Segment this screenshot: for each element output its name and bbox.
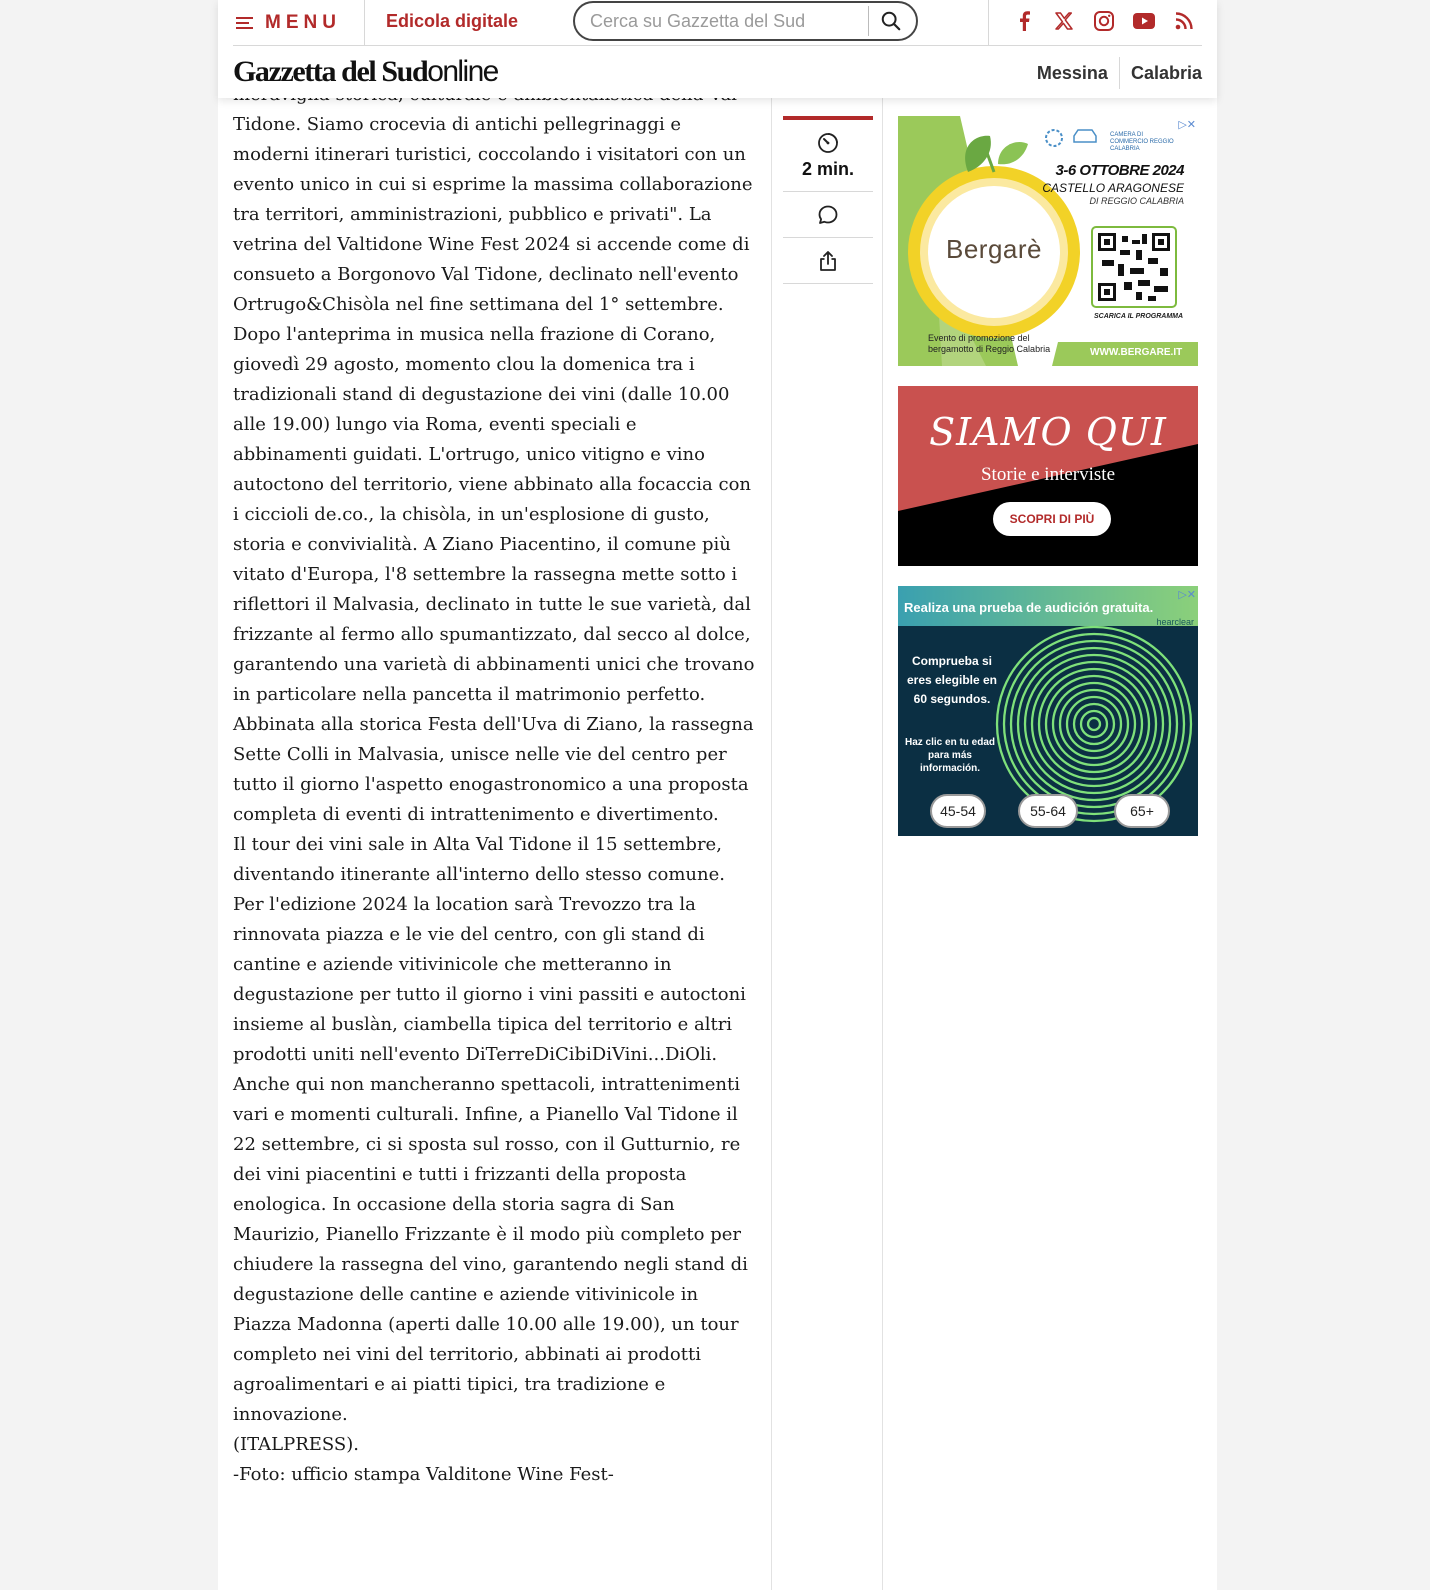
reading-time (783, 120, 873, 192)
comments-button[interactable] (783, 192, 873, 238)
menu-button[interactable] (233, 10, 341, 36)
ad-bergare[interactable] (898, 116, 1198, 366)
ad-choices-icon[interactable]: ▷✕ (1178, 119, 1196, 131)
siamo-button[interactable]: SCOPRI DI PIÙ (993, 502, 1111, 536)
article-body (233, 80, 755, 1490)
youtube-icon[interactable] (1133, 10, 1155, 32)
ad-choices-icon[interactable]: ▷✕ (1178, 589, 1196, 601)
x-icon[interactable] (1053, 10, 1075, 32)
column-divider (771, 98, 772, 1590)
divider (1119, 57, 1120, 89)
facebook-icon[interactable] (1013, 10, 1035, 32)
timer-icon (817, 132, 839, 154)
menu-label: MENU (265, 12, 341, 33)
siamo-title: SIAMO QUI (929, 410, 1167, 454)
ad-siamo-qui[interactable] (898, 386, 1198, 566)
share-button[interactable] (783, 238, 873, 284)
article-paragraph: Tidone. Siamo crocevia di antichi pellegrinaggi e moderni itinerari turistici, coccolando i visitatori con un evento unico in cui si esprime la massima collaborazione tra territori, amministrazioni, pubblico e privati". La vetrina del Valtidone Wine Fest 2024 si accende come di consueto a Borgonovo Val Tidone, declinato nell'evento Ortrugo&Chisòla nel fine settimana del 1° settembre. Dopo l'anteprima in musica nella frazione di Corano, giovedì 29 agosto, momento clou la domenica tra i tradizionali stand di degustazione dei vini (dalle 10.00 alle 19.00) lungo via Roma, eventi speciali e abbinamenti guidati. L'ortrugo, unico vitigno e vino autoctono del territorio, viene abbinato alla focaccia con i ciccioli de.co., la chisòla, in un'esplosione di gusto, storia e convivialità. A Ziano Piacentino, il comune più vitato d'Europa, l'8 settembre la rassegna mette sotto i riflettori il Malvasia, declinato in tutte le sue varietà, dal frizzante al fermo allo spumantizzato, dal secco al dolce, garantendo una varietà di abbinamenti unici che trovano in particolare nella pancetta il matrimonio perfetto. Abbinata alla storica Festa dell'Uva di Ziano, la rassegna Sette Colli in Malvasia, unisce nelle vie del centro per tutto il giorno l'aspetto enogastronomico a una proposta completa di eventi di intrattenimento e divertimento. (233, 114, 755, 825)
ad-desc-1: Evento di promozione del (928, 333, 1030, 343)
age-button[interactable]: 45-54 (930, 794, 986, 828)
ad-cta: SCARICA IL PROGRAMMA (1094, 313, 1184, 320)
region-link-calabria[interactable]: Calabria (1130, 62, 1202, 83)
ad-url: WWW.BERGARE.IT (1090, 347, 1183, 358)
photo-credit: -Foto: ufficio stampa Valditone Wine Fest- (233, 1464, 614, 1485)
column-divider (882, 98, 883, 1590)
logo-row (233, 47, 1202, 98)
hearing-line2: Haz clic en tu edad para más información. (904, 737, 996, 774)
search-box (573, 1, 918, 41)
article-paragraph: Il tour dei vini sale in Alta Val Tidone il 15 settembre, diventando itinerante all'interno dello stesso comune. Per l'edizione 2024 la location sarà Trevozzo tra la rinnovata piazza e le vie del centro, con gli stand di cantine e aziende vitivinicole che metteranno in degustazione per tutto il giorno i vini passiti e autoctoni insieme al buslàn, ciambella tipica del territorio e altri prodotti uniti nell'evento DiTerreDiCibiDiVini...DiOli. Anche qui non mancheranno spettacoli, intrattenimenti vari e momenti culturali. Infine, a Pianello Val Tidone il 22 settembre, ci si sposta sul rosso, con il Gutturnio, re dei vini piacentini e tutti i frizzanti della proposta enologica. In occasione della storia sagra di San Maurizio, Pianello Frizzante è il modo più completo per chiudere la rassegna del vino, garantendo negli stand di degustazione delle cantine e aziende vitivinicole in Piazza Madonna (aperti dalle 10.00 alle 19.00), un tour completo nei vini del territorio, abbinati ai prodotti agroalimentari e ai piatti tipici, tra tradizione e innovazione. (233, 834, 748, 1425)
region-link-messina[interactable]: Messina (1036, 62, 1108, 83)
ad-place: CASTELLO ARAGONESE (1042, 181, 1184, 195)
divider (988, 0, 989, 46)
logo-suffix: online (427, 55, 498, 88)
comment-icon (817, 204, 839, 226)
age-button[interactable]: 65+ (1114, 794, 1170, 828)
site-header (218, 0, 1217, 98)
instagram-icon[interactable] (1093, 10, 1115, 32)
hearing-brand: hearclear (1156, 617, 1194, 627)
article-tools (783, 116, 873, 284)
reading-time-label: 2 min. (801, 158, 854, 179)
ad-city: DI REGGIO CALABRIA (1089, 196, 1184, 206)
share-icon (818, 250, 838, 272)
hamburger-icon (236, 17, 253, 29)
divider (364, 0, 365, 46)
ad-dates: 3-6 OTTOBRE 2024 (1055, 162, 1184, 179)
logo-main: Gazzetta del Sud (233, 55, 428, 88)
edicola-digitale-link[interactable]: Edicola digitale (386, 11, 519, 31)
ad-hearing-test[interactable] (898, 586, 1198, 836)
region-links (1037, 57, 1202, 89)
social-links (1013, 10, 1213, 32)
search-input[interactable] (590, 11, 868, 32)
hearing-headline: Realiza una prueba de audición gratuita. (904, 600, 1154, 615)
ad-brand: Bergarè (946, 234, 1042, 264)
page (218, 0, 1217, 1590)
article-credit: (ITALPRESS). (233, 1434, 359, 1455)
age-button[interactable]: 55-64 (1018, 794, 1078, 828)
hearing-line1: Comprueba si eres elegible en 60 segundos. (906, 654, 998, 706)
ad-org: CAMERA DI COMMERCIO REGGIO CALABRIA (1110, 132, 1174, 152)
rss-icon[interactable] (1173, 10, 1195, 32)
top-bar (233, 0, 1202, 46)
ad-desc-2: bergamotto di Reggio Calabria (928, 344, 1051, 354)
site-logo[interactable] (233, 55, 498, 89)
search-icon (880, 10, 902, 32)
search-button[interactable] (869, 3, 913, 39)
siamo-subtitle: Storie e interviste (980, 464, 1116, 485)
